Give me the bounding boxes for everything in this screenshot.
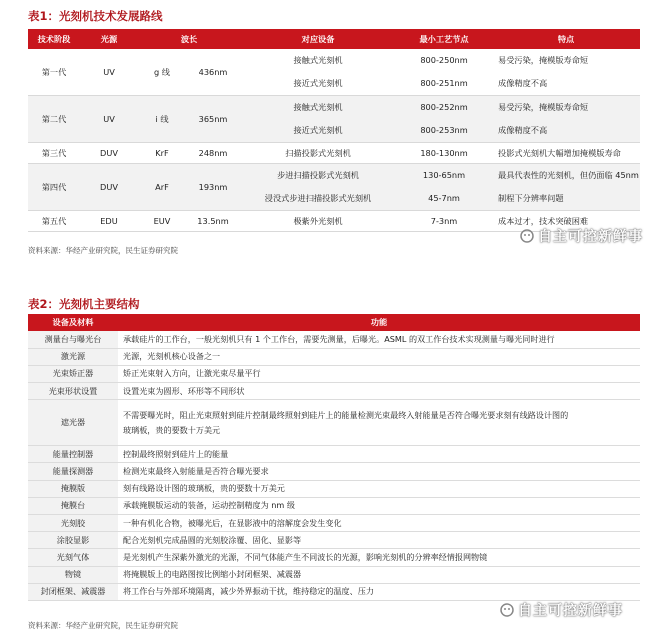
- feature-cell-line: 易受污染，掩模版寿命短: [498, 102, 589, 112]
- source-cell: UV: [80, 49, 138, 96]
- table2-title: 表2：光刻机主要结构: [28, 297, 140, 311]
- tech-roadmap-table: [28, 29, 640, 232]
- table2-row: [28, 446, 640, 463]
- function-line: 将工作台与外部环境隔离，减少外界振动干扰，维持稳定的温度、压力: [123, 586, 374, 597]
- function-cell: [118, 549, 640, 566]
- table2-row: [28, 566, 640, 583]
- equipment-cell: 物镜: [28, 566, 118, 583]
- structure-table: [28, 314, 640, 601]
- table2-row: [28, 400, 640, 446]
- node-cell-line: 45-7nm: [428, 193, 460, 203]
- equipment-cell: 光束形状设置: [28, 383, 118, 400]
- table1-row: [28, 164, 640, 211]
- function-cell: [118, 400, 640, 446]
- function-cell: [118, 348, 640, 365]
- stage-cell: 第三代: [28, 143, 80, 164]
- node-cell-line: 800-250nm: [420, 55, 468, 65]
- wavelength-cell: ArF: [138, 164, 186, 211]
- watermark: [520, 226, 643, 246]
- node-cell: [396, 49, 492, 96]
- function-cell: [118, 566, 640, 583]
- feature-cell: [492, 143, 640, 164]
- node-cell-line: 180-130nm: [420, 148, 468, 158]
- table2-row: [28, 549, 640, 566]
- wechat-icon: [520, 229, 534, 243]
- function-cell: [118, 515, 640, 532]
- equipment-cell: 光刻气体: [28, 549, 118, 566]
- device-cell: [240, 49, 396, 96]
- length-cell: 436nm: [186, 49, 240, 96]
- source-cell: DUV: [80, 164, 138, 211]
- function-line: 矫正光束射入方向，让激光束尽量平行: [123, 368, 261, 379]
- watermark: [500, 600, 623, 620]
- function-cell: [118, 365, 640, 382]
- equipment-cell: 涂胶显影: [28, 532, 118, 549]
- device-cell-line: 接触式光刻机: [293, 102, 343, 112]
- wavelength-cell: EUV: [138, 211, 186, 232]
- source-cell: EDU: [80, 211, 138, 232]
- node-cell-line: 800-253nm: [420, 125, 468, 135]
- stage-cell: 第五代: [28, 211, 80, 232]
- wavelength-cell: KrF: [138, 143, 186, 164]
- length-cell: 365nm: [186, 96, 240, 143]
- function-cell: [118, 463, 640, 480]
- equipment-cell: 封闭框架、减震器: [28, 583, 118, 600]
- equipment-cell: 测量台与曝光台: [28, 331, 118, 348]
- length-cell: 13.5nm: [186, 211, 240, 232]
- length-cell: 193nm: [186, 164, 240, 211]
- feature-cell-line: 制程下分辨率问题: [498, 193, 564, 203]
- function-line: 玻璃板，贵的要数十万美元: [123, 424, 221, 435]
- node-cell: [396, 211, 492, 232]
- watermark-text: 自主可控新鲜事: [518, 603, 623, 619]
- function-line: 承载硅片的工作台，一般光刻机只有 1 个工作台，需要先测量，后曝光。ASML 的双工作台技术实现测量与曝光同时进行: [123, 333, 555, 344]
- table1-row: [28, 143, 640, 164]
- device-cell-line: 扫描投影式光刻机: [285, 148, 351, 158]
- node-cell-line: 800-252nm: [420, 102, 468, 112]
- device-cell: [240, 211, 396, 232]
- device-cell: [240, 96, 396, 143]
- source-cell: DUV: [80, 143, 138, 164]
- col-node: 最小工艺节点: [396, 29, 492, 49]
- device-cell: [240, 143, 396, 164]
- equipment-cell: 掩膜版: [28, 480, 118, 497]
- table2-row: [28, 348, 640, 365]
- feature-cell-line: 成像精度不高: [498, 78, 548, 88]
- function-cell: [118, 446, 640, 463]
- feature-cell: [492, 49, 640, 96]
- device-cell-line: 接近式光刻机: [293, 125, 343, 135]
- device-cell-line: 极紫外光刻机: [293, 216, 343, 226]
- col-stage: 技术阶段: [28, 29, 80, 49]
- node-cell-line: 130-65nm: [422, 170, 466, 180]
- table2-source: 资料来源：华经产业研究院，民生证券研究院: [28, 621, 178, 630]
- table2-row: [28, 331, 640, 348]
- wechat-icon: [500, 603, 514, 617]
- table2-row: [28, 463, 640, 480]
- stage-cell: 第一代: [28, 49, 80, 96]
- feature-cell-line: 成像精度不高: [498, 125, 548, 135]
- function-line: 不需要曝光时，阻止光束照射到硅片控制最终照射到硅片上的能量检测光束最终入射能量是否符合曝光要求刻有线路设计图的: [123, 409, 569, 420]
- function-line: 检测光束最终入射能量是否符合曝光要求: [123, 466, 269, 477]
- wavelength-cell: g 线: [138, 49, 186, 96]
- length-cell: 248nm: [186, 143, 240, 164]
- table2-row: [28, 497, 640, 514]
- function-cell: [118, 480, 640, 497]
- table2-row: [28, 583, 640, 600]
- equipment-cell: 掩膜台: [28, 497, 118, 514]
- col-function: 功能: [118, 314, 640, 331]
- function-line: 是光刻机产生深紫外激光的光源，不同气体能产生不同波长的光源，影响光刻机的分辨率经情报网物镜: [123, 551, 488, 562]
- table2-row: [28, 515, 640, 532]
- equipment-cell: 光束矫正器: [28, 365, 118, 382]
- equipment-cell: 能量探测器: [28, 463, 118, 480]
- watermark-text: 自主可控新鲜事: [538, 229, 643, 245]
- function-cell: [118, 532, 640, 549]
- function-line: 承载掩膜版运动的装备，运动控制精度为 nm 级: [123, 500, 295, 511]
- equipment-cell: 激光源: [28, 348, 118, 365]
- feature-cell-line: 投影式光刻机大幅增加掩模版寿命: [498, 148, 621, 158]
- device-cell: [240, 164, 396, 211]
- table2-row: [28, 383, 640, 400]
- feature-cell-line: 最具代表性的光刻机，但仍面临 45nm: [498, 170, 639, 180]
- device-cell-line: 步进扫描投影式光刻机: [277, 170, 359, 180]
- col-wavelength: 波长: [138, 29, 240, 49]
- table1-source: 资料来源：华经产业研究院，民生证券研究院: [28, 246, 178, 255]
- feature-cell-line: 易受污染，掩模版寿命短: [498, 55, 589, 65]
- function-line: 设置光束为圆形、环形等不同形状: [123, 385, 245, 396]
- table2-row: [28, 532, 640, 549]
- table2-row: [28, 365, 640, 382]
- function-cell: [118, 583, 640, 600]
- stage-cell: 第四代: [28, 164, 80, 211]
- device-cell-line: 接近式光刻机: [293, 78, 343, 88]
- col-source: 光源: [80, 29, 138, 49]
- col-device: 对应设备: [240, 29, 396, 49]
- equipment-cell: 光刻胶: [28, 515, 118, 532]
- col-equipment: 设备及材料: [28, 314, 118, 331]
- table1-row: [28, 49, 640, 96]
- device-cell-line: 接触式光刻机: [293, 55, 343, 65]
- table1-header-row: [28, 29, 640, 49]
- node-cell: [396, 143, 492, 164]
- stage-cell: 第二代: [28, 96, 80, 143]
- wavelength-cell: i 线: [138, 96, 186, 143]
- function-line: 配合光刻机完成晶圆的光刻胶涂覆、固化、显影等: [123, 534, 302, 545]
- source-cell: UV: [80, 96, 138, 143]
- col-feature: 特点: [492, 29, 640, 49]
- function-cell: [118, 497, 640, 514]
- feature-cell: [492, 164, 640, 211]
- node-cell: [396, 164, 492, 211]
- node-cell-line: 800-251nm: [420, 78, 468, 88]
- table1-title: 表1：光刻机技术发展路线: [28, 9, 163, 23]
- feature-cell: [492, 96, 640, 143]
- feature-cell-line: 成本过才，技术突破困难: [498, 216, 589, 226]
- table1-row: [28, 96, 640, 143]
- function-line: 光源，光刻机核心设备之一: [123, 351, 221, 362]
- function-line: 一种有机化合物，被曝光后，在显影液中的溶解度会发生变化: [123, 517, 342, 528]
- device-cell-line: 浸没式步进扫描投影式光刻机: [264, 193, 372, 203]
- node-cell-line: 7-3nm: [430, 216, 458, 226]
- table2-row: [28, 480, 640, 497]
- function-line: 控制最终照射到硅片上的能量: [123, 448, 229, 459]
- function-cell: [118, 331, 640, 348]
- equipment-cell: 能量控制器: [28, 446, 118, 463]
- table2-header-row: [28, 314, 640, 331]
- function-cell: [118, 383, 640, 400]
- equipment-cell: 遮光器: [28, 400, 118, 446]
- node-cell: [396, 96, 492, 143]
- function-line: 将掩膜版上的电路图按比例缩小封闭框架、减震器: [123, 569, 302, 580]
- function-line: 刻有线路设计图的玻璃板，贵的要数十万美元: [123, 483, 285, 494]
